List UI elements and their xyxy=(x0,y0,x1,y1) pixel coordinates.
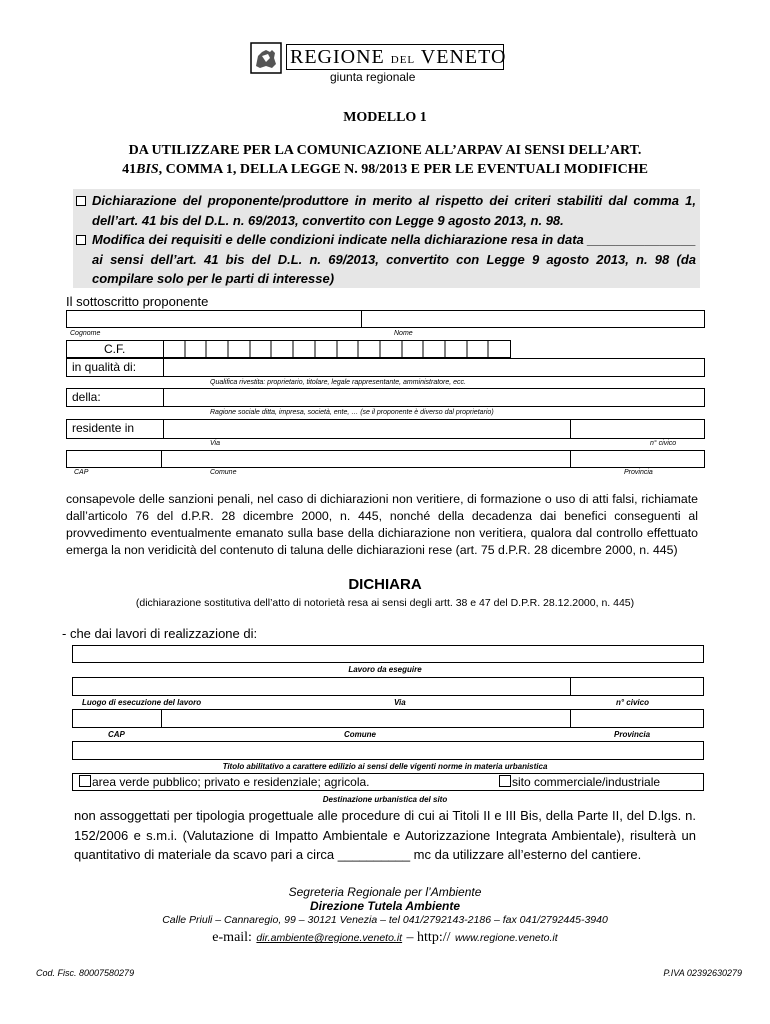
region-del: DEL xyxy=(390,54,416,66)
titolo-field[interactable] xyxy=(72,741,704,760)
cap-label: CAP xyxy=(74,469,89,476)
title-line-1: DA UTILIZZARE PER LA COMUNICAZIONE ALL’ARPAV AI SENSI DELL’ART. xyxy=(128,143,642,158)
sito-commerciale-label: sito commerciale/industriale xyxy=(512,775,661,789)
email-label: e-mail: xyxy=(212,930,252,945)
luogo-provincia-field[interactable] xyxy=(570,709,704,728)
via-label: Via xyxy=(210,440,220,447)
nome-field[interactable] xyxy=(361,310,705,328)
proponente-intro: Il sottoscritto proponente xyxy=(66,294,209,309)
footer-contacts xyxy=(0,928,770,946)
luogo-civico-label: n° civico xyxy=(616,698,649,707)
partita-iva: P.IVA 02392630279 xyxy=(663,968,742,978)
della-label: della: xyxy=(72,390,101,404)
dichiara-heading: DICHIARA xyxy=(348,576,422,593)
lavoro-label: Lavoro da eseguire xyxy=(348,665,422,674)
luogo-comune-label: Comune xyxy=(344,730,376,739)
option-declaration-checkbox[interactable] xyxy=(76,196,86,206)
titolo-label: Titolo abilitativo a carattere edilizio ai sensi delle vigenti norme in materia urbanistica xyxy=(222,762,548,771)
luogo-comune-field[interactable] xyxy=(161,709,571,728)
dichiara-subheading: (dichiarazione sostitutiva dell’atto di notorietà resa ai sensi degli artt. 38 e 47 del D.P.R. 28.12.2000, n. 445) xyxy=(135,597,635,609)
luogo-civico-field[interactable] xyxy=(570,677,704,696)
footer-block xyxy=(0,885,770,927)
destinazione-label: Destinazione urbanistica del sito xyxy=(322,795,448,804)
luogo-provincia-label: Provincia xyxy=(614,730,651,739)
area-verde-checkbox[interactable] xyxy=(79,775,91,787)
luogo-via-label: Via xyxy=(394,698,406,707)
luogo-cap-field[interactable] xyxy=(72,709,162,728)
cf-label: C.F. xyxy=(104,342,126,356)
qualita-hint: Qualifica rivestita: proprietario, titolare, legale rappresentante, amministratore, ecc. xyxy=(210,379,467,386)
area-verde-option[interactable] xyxy=(79,775,370,789)
footer-segreteria: Segreteria Regionale per l’Ambiente xyxy=(288,885,482,899)
comune-label: Comune xyxy=(210,469,237,476)
website-link[interactable]: www.regione.veneto.it xyxy=(454,932,558,944)
della-field[interactable] xyxy=(163,388,705,407)
residente-label: residente in xyxy=(72,421,135,435)
option-declaration-text: Dichiarazione del proponente/produttore in merito al rispetto dei criteri stabiliti dal comma 1, dell’art. 41 bis del D.L. n. 69/2013, convertito con Legge 9 agosto 2013, n. 98. xyxy=(92,193,696,228)
title-line-2: 41BIS, COMMA 1, DELLA LEGGE N. 98/2013 E PER LE EVENTUALI MODIFICHE xyxy=(122,162,648,177)
provincia-label: Provincia xyxy=(624,469,653,476)
cap-field[interactable] xyxy=(66,450,162,468)
lavori-intro: - che dai lavori di realizzazione di: xyxy=(62,626,258,641)
civico-field[interactable] xyxy=(570,419,705,439)
http-label: – http:// xyxy=(406,930,451,945)
email-link[interactable]: dir.ambiente@regione.veneto.it xyxy=(256,932,403,944)
provincia-field[interactable] xyxy=(570,450,705,468)
luogo-cap-label: CAP xyxy=(108,730,125,739)
option-declaration[interactable] xyxy=(76,191,696,231)
cod-fisc: Cod. Fisc. 80007580279 xyxy=(36,968,135,978)
region-name: REGIONE xyxy=(290,46,385,68)
nome-label: Nome xyxy=(394,330,413,337)
comune-field[interactable] xyxy=(161,450,571,468)
quantitativo-paragraph: non assoggettati per tipologia progettuale alle procedure di cui ai Titoli II e III Bis, della Parte II, del D.lgs. n. 152/2006 e s.m.i. (Valutazione di Impatto Ambientale e Autorizzazione Integrata Ambientale), risulterà un quantitativo di materiale da scavo pari a circa __________ mc da utilizzare all’esterno del cantiere. xyxy=(74,808,696,862)
option-modification-text: Modifica dei requisiti e delle condizioni indicate nella dichiarazione resa in data _______________ ai sensi dell’art. 41 bis del D.L. n. 69/2013, convertito con Legge 9 agosto 2013, n. 98 (da compilare solo per le parti di interesse) xyxy=(92,232,696,286)
area-verde-label: area verde pubblico; privato e residenziale; agricola. xyxy=(92,775,370,789)
cognome-field[interactable] xyxy=(66,310,362,328)
lavoro-field[interactable] xyxy=(72,645,704,663)
document-title xyxy=(60,141,710,179)
lion-emblem-icon xyxy=(250,42,282,74)
cognome-label: Cognome xyxy=(70,330,101,337)
option-modification-checkbox[interactable] xyxy=(76,235,86,245)
luogo-via-field[interactable] xyxy=(72,677,571,696)
cf-field[interactable] xyxy=(163,340,511,358)
via-field[interactable] xyxy=(163,419,571,439)
sito-commerciale-option[interactable] xyxy=(499,775,660,789)
header-subtitle: giunta regionale xyxy=(330,70,416,84)
footer-direzione: Direzione Tutela Ambiente xyxy=(309,899,461,913)
civico-label: n° civico xyxy=(650,440,677,447)
regione-logo xyxy=(250,42,506,86)
footer-address: Calle Priuli – Cannaregio, 99 – 30121 Venezia – tel 041/2792143-2186 – fax 041/2792445-3940 xyxy=(162,914,608,926)
della-hint: Ragione sociale ditta, impresa, società, ente, … (se il proponente è diverso dal proprietario) xyxy=(210,409,494,416)
qualita-label: in qualità di: xyxy=(72,360,137,374)
qualita-field[interactable] xyxy=(163,358,705,377)
region-veneto: VENETO xyxy=(420,46,507,68)
luogo-label: Luogo di esecuzione del lavoro xyxy=(82,698,202,707)
option-modification[interactable] xyxy=(76,230,696,289)
sito-commerciale-checkbox[interactable] xyxy=(499,775,511,787)
sanzioni-paragraph: consapevole delle sanzioni penali, nel caso di dichiarazioni non veritiere, di formazione o uso di atti falsi, richiamate dall’articolo 76 del d.P.R. 28 dicembre 2000, n. 445, nonché della decadenza dai benefici conseguenti al provvedimento eventualmente emanato sulla base della dichiarazione non veritiera, qualora dal controllo effettuato emerga la non veridicità del contenuto di taluna delle dichiarazioni rese (art. 75 d.P.R. 28 dicembre 2000, n. 445) xyxy=(66,492,698,557)
model-title: MODELLO 1 xyxy=(343,110,427,125)
